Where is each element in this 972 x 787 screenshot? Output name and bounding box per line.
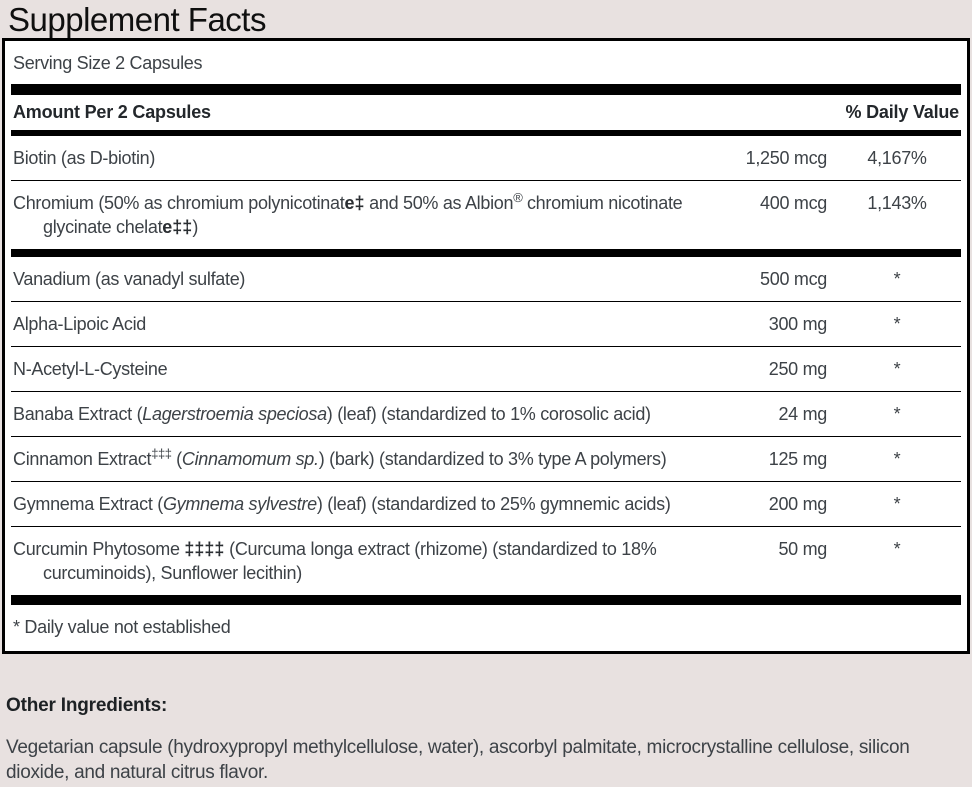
ingredient-amount: 125 mg (768, 449, 827, 469)
ingredient-name (13, 146, 731, 170)
ingredient-row (5, 347, 967, 391)
ingredient-name (13, 447, 731, 471)
other-ingredients-heading: Other Ingredients: (6, 695, 168, 716)
ingredient-name-segment: Cinnamomum sp. (181, 449, 319, 469)
other-ingredients-text: Vegetarian capsule (hydroxypropyl methylcellulose, water), ascorbyl palmitate, microcrystalline cellulose, silicon dioxide, and natural citrus flavor. (6, 737, 910, 783)
ingredient-name (13, 357, 731, 381)
ingredient-name (13, 492, 731, 516)
ingredient-row (5, 302, 967, 346)
ingredient-amount: 500 mcg (760, 269, 827, 289)
daily-value-footnote: * Daily value not established (13, 617, 231, 637)
ingredient-name (13, 537, 731, 585)
ingredient-row (5, 136, 967, 180)
ingredient-name-segment: Alpha-Lipoic Acid (13, 314, 146, 334)
ingredient-daily-value: * (893, 314, 901, 334)
ingredient-name-segment: Chromium (50% as chromium polynicotinat (13, 193, 345, 213)
ingredient-name-segment: e‡ (344, 193, 365, 213)
thick-divider-bar (11, 595, 961, 605)
ingredient-daily-value: * (893, 449, 901, 469)
ingredient-name (13, 267, 731, 291)
ingredient-name-segment: Banaba Extract ( (13, 404, 143, 424)
ingredient-name-segment: Lagerstroemia speciosa (142, 404, 327, 424)
ingredient-daily-value: 4,167% (867, 148, 927, 168)
ingredient-name-segment: Vanadium (as vanadyl sulfate) (13, 269, 246, 289)
ingredient-daily-value: * (893, 359, 901, 379)
ingredient-amount: 200 mg (768, 494, 827, 514)
thick-divider-bar (11, 84, 961, 95)
ingredient-row (5, 257, 967, 301)
ingredient-name-segment: ) (192, 217, 199, 237)
ingredient-name-segment: ( (171, 449, 182, 469)
ingredient-name-segment: Biotin (as D-biotin) (13, 148, 156, 168)
ingredient-amount: 1,250 mcg (745, 148, 827, 168)
page-title: Supplement Facts (8, 1, 266, 38)
ingredient-name (13, 402, 731, 426)
ingredient-name-segment: ‡‡‡ (151, 446, 172, 461)
ingredient-name-segment: (Curcuma longa extract (rhizome) (standardized to 18% curcuminoids), Sunflower lecithin) (43, 539, 657, 583)
ingredient-name (13, 312, 731, 336)
ingredient-rows (5, 136, 967, 595)
ingredient-amount: 400 mcg (760, 193, 827, 213)
ingredient-amount: 300 mg (768, 314, 827, 334)
amount-per-capsules-header: Amount Per 2 Capsules (13, 102, 211, 122)
ingredient-name-segment: N-Acetyl-L-Cysteine (13, 359, 168, 379)
ingredient-name-segment: Curcumin Phytosome (13, 539, 185, 559)
ingredient-daily-value: * (893, 539, 901, 559)
other-ingredients-section (6, 694, 966, 785)
ingredient-amount: 250 mg (768, 359, 827, 379)
ingredient-name-segment: ) (bark) (standardized to 3% type A polymers) (318, 449, 667, 469)
ingredient-name-segment: chromium nicotinate glycinate chelat (43, 193, 683, 237)
ingredient-name-segment: ® (513, 190, 523, 205)
ingredient-row (5, 181, 967, 249)
ingredient-daily-value: * (893, 269, 901, 289)
ingredient-name-segment: ) (leaf) (standardized to 25% gymnemic acids) (316, 494, 671, 514)
table-header-row (5, 95, 967, 130)
ingredient-amount: 24 mg (778, 404, 827, 424)
ingredient-daily-value: * (893, 494, 901, 514)
ingredient-name-segment: Cinnamon Extract (13, 449, 152, 469)
ingredient-row (5, 482, 967, 526)
ingredient-name-segment: Gymnema sylvestre (162, 494, 317, 514)
ingredient-row (5, 437, 967, 481)
serving-size-text: Serving Size 2 Capsules (13, 53, 203, 73)
ingredient-name-segment: ‡‡‡‡ (184, 539, 225, 559)
ingredient-daily-value: 1,143% (867, 193, 927, 213)
ingredient-amount: 50 mg (778, 539, 827, 559)
supplement-facts-panel (2, 38, 970, 654)
ingredient-row (5, 527, 967, 595)
ingredient-name (13, 191, 731, 239)
ingredient-name-segment: e‡‡ (162, 217, 193, 237)
ingredient-daily-value: * (893, 404, 901, 424)
ingredient-name-segment: ) (leaf) (standardized to 1% corosolic acid) (326, 404, 651, 424)
ingredient-row (5, 392, 967, 436)
ingredient-name-segment: and 50% as Albion (364, 193, 514, 213)
thick-divider-bar (11, 249, 961, 257)
percent-daily-value-header: % Daily Value (845, 102, 959, 122)
ingredient-name-segment: Gymnema Extract ( (13, 494, 163, 514)
